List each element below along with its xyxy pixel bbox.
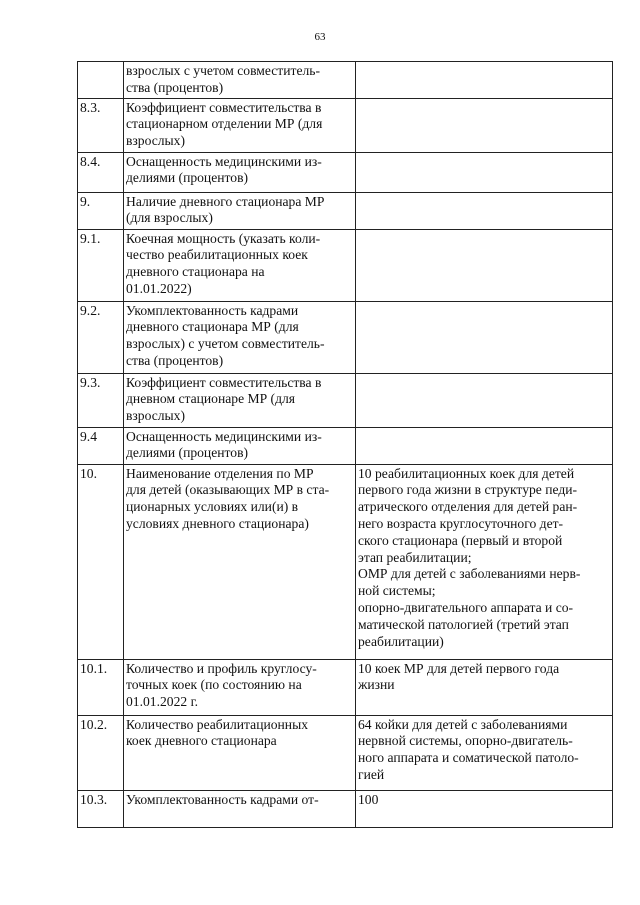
row-indicator: Коэффициент совместительства в стационарном отделении МР (для взрослых) — [124, 98, 356, 152]
row-value — [356, 373, 613, 427]
row-value — [356, 192, 613, 229]
table-row — [78, 427, 613, 464]
document-table — [77, 61, 613, 828]
table-row — [78, 98, 613, 152]
row-number: 10.1. — [78, 659, 124, 715]
row-indicator: Оснащенность медицинскими из- делиями (процентов) — [124, 152, 356, 192]
row-indicator: Коечная мощность (указать коли- чество реабилитационных коек дневного стационара на 01.01.2022) — [124, 229, 356, 301]
row-number: 9. — [78, 192, 124, 229]
row-indicator: Коэффициент совместительства в дневном стационаре МР (для взрослых) — [124, 373, 356, 427]
row-value: 10 коек МР для детей первого года жизни — [356, 659, 613, 715]
row-indicator: Укомплектованность кадрами дневного стационара МР (для взрослых) с учетом совместитель- ства (процентов) — [124, 301, 356, 373]
row-number: 10. — [78, 464, 124, 659]
row-number — [78, 62, 124, 99]
row-indicator: Оснащенность медицинскими из- делиями (процентов) — [124, 427, 356, 464]
row-value — [356, 62, 613, 99]
table-row — [78, 192, 613, 229]
table-row — [78, 152, 613, 192]
table-row — [78, 373, 613, 427]
table-row — [78, 715, 613, 790]
page-number: 63 — [314, 31, 326, 43]
row-number: 9.3. — [78, 373, 124, 427]
table-row — [78, 659, 613, 715]
row-number: 9.2. — [78, 301, 124, 373]
row-number: 9.1. — [78, 229, 124, 301]
row-number: 10.2. — [78, 715, 124, 790]
row-number: 9.4 — [78, 427, 124, 464]
row-value — [356, 98, 613, 152]
row-value — [356, 229, 613, 301]
row-number: 8.3. — [78, 98, 124, 152]
row-indicator: Укомплектованность кадрами от- — [124, 790, 356, 827]
row-indicator: взрослых с учетом совместитель- ства (процентов) — [124, 62, 356, 99]
row-number: 10.3. — [78, 790, 124, 827]
row-value: 10 реабилитационных коек для детей первого года жизни в структуре педи- атрического отделения для детей ран- него возраста круглосуточного дет- ского стационара (первый и второй этап реабилитации; ОМР для детей с заболеваниями нерв- ной системы; опорно-двигательного аппарата и со- матической патологией (третий этап реабилитации) — [356, 464, 613, 659]
row-value: 64 койки для детей с заболеваниями нервной системы, опорно-двигатель- ного аппарата и соматической патоло- гией — [356, 715, 613, 790]
table-row — [78, 790, 613, 827]
row-value — [356, 427, 613, 464]
row-number: 8.4. — [78, 152, 124, 192]
row-indicator: Количество реабилитационных коек дневного стационара — [124, 715, 356, 790]
row-indicator: Наличие дневного стационара МР (для взрослых) — [124, 192, 356, 229]
row-value — [356, 301, 613, 373]
table-row — [78, 62, 613, 99]
row-indicator: Количество и профиль круглосу- точных коек (по состоянию на 01.01.2022 г. — [124, 659, 356, 715]
table-row — [78, 229, 613, 301]
row-value: 100 — [356, 790, 613, 827]
row-indicator: Наименование отделения по МР для детей (оказывающих МР в ста- ционарных условиях или(и) в условиях дневного стационара) — [124, 464, 356, 659]
table-row — [78, 301, 613, 373]
table-row — [78, 464, 613, 659]
row-value — [356, 152, 613, 192]
